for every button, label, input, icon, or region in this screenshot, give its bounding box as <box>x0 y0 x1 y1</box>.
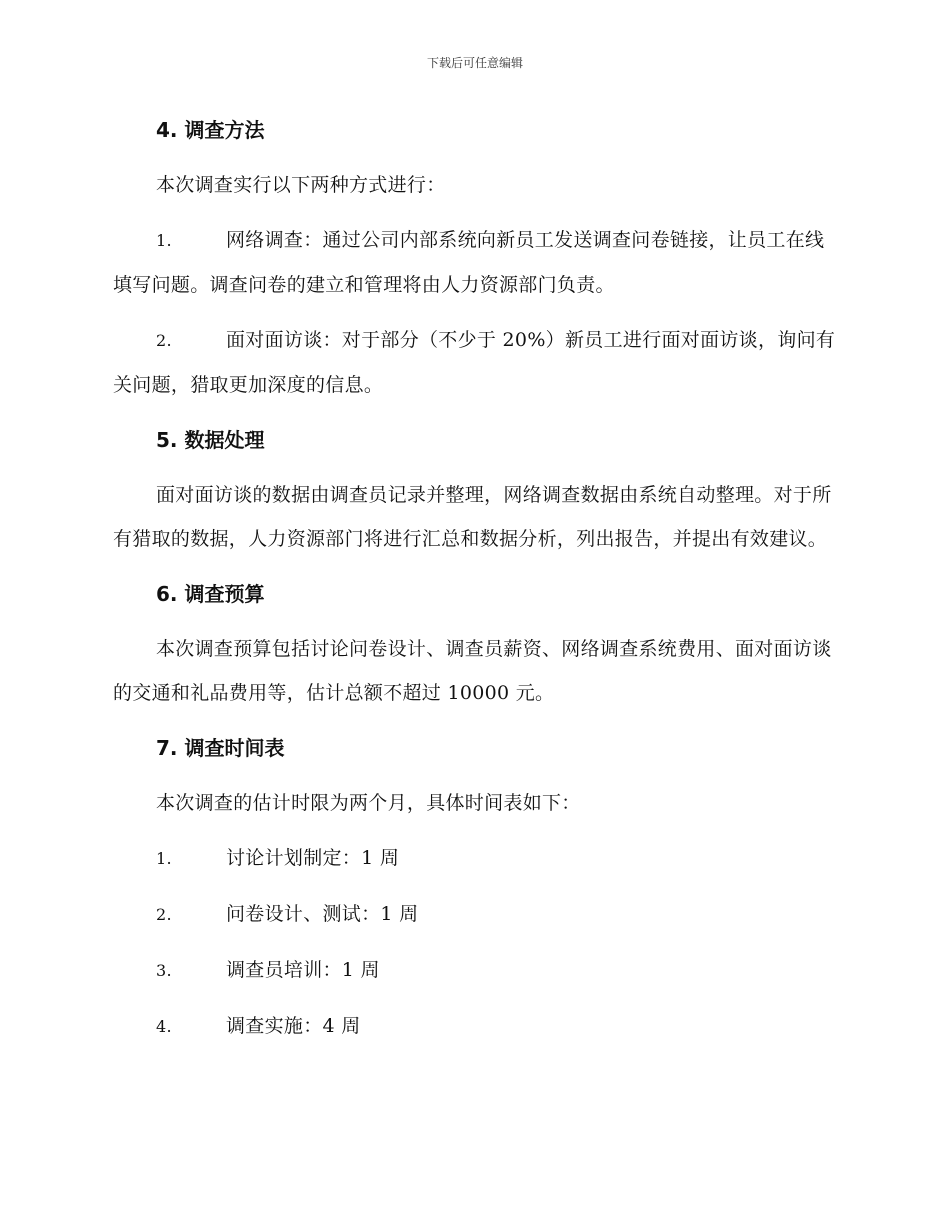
section-heading-7: 7. 调查时间表 <box>156 736 285 760</box>
section-heading-6: 6. 调查预算 <box>156 582 265 606</box>
list-item-text: 网络调查：通过公司内部系统向新员工发送调查问卷链接，让员工在线填写问题。调查问卷的建立和管理将由人力资源部门负责。 <box>113 229 825 296</box>
section-heading-5: 5. 数据处理 <box>156 428 265 452</box>
list-item-number: 2. <box>156 905 172 924</box>
list-item <box>113 948 838 993</box>
section-4-intro: 本次调查实行以下两种方式进行： <box>156 174 446 196</box>
list-item-number: 1. <box>156 849 172 868</box>
list-item <box>113 318 838 407</box>
page-header: 下载后可任意编辑 <box>426 56 523 70</box>
list-item <box>113 892 838 937</box>
section-5-body: 面对面访谈的数据由调查员记录并整理，网络调查数据由系统自动整理。对于所有猎取的数据，人力资源部门将进行汇总和数据分析，列出报告，并提出有效建议。 <box>113 484 832 550</box>
list-item-text: 讨论计划制定：1 周 <box>226 847 400 869</box>
list-item-number: 2. <box>156 331 172 350</box>
list-item-number: 1. <box>156 231 172 250</box>
list-item-text: 调查员培训：1 周 <box>226 959 380 981</box>
section-6-body: 本次调查预算包括讨论问卷设计、调查员薪资、网络调查系统费用、面对面访谈的交通和礼品费用等，估计总额不超过 10000 元。 <box>113 638 832 704</box>
document-body <box>113 108 838 1060</box>
list-item-number: 4. <box>156 1017 172 1036</box>
list-item <box>113 836 838 881</box>
list-item-number: 3. <box>156 961 172 980</box>
list-item-text: 调查实施：4 周 <box>226 1015 361 1037</box>
list-item <box>113 1004 838 1049</box>
list-item-text: 问卷设计、测试：1 周 <box>226 903 419 925</box>
list-item <box>113 218 838 307</box>
section-7-intro: 本次调查的估计时限为两个月，具体时间表如下： <box>156 792 581 814</box>
list-item-text: 面对面访谈：对于部分（不少于 20%）新员工进行面对面访谈，询问有关问题，猎取更加深度的信息。 <box>113 329 836 396</box>
section-heading-4: 4. 调查方法 <box>156 118 265 142</box>
